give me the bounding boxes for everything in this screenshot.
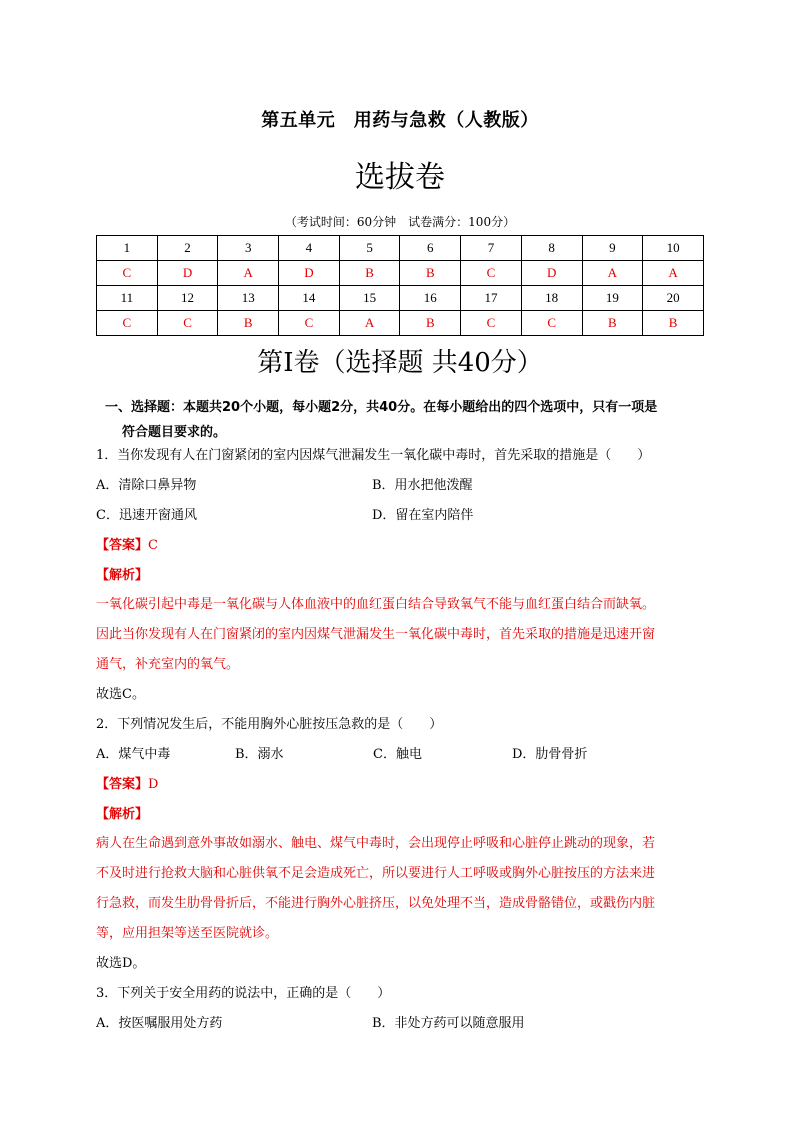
answer-table [96,235,704,336]
analysis-line: 不及时进行抢救大脑和心脏供氧不足会造成死亡，所以要进行人工呼吸或胸外心脏按压的方法来进 [96,866,656,881]
q1-conclusion: 故选C。 [96,687,145,702]
analysis-line: 因此当你发现有人在门窗紧闭的室内因煤气泄漏发生一氧化碳中毒时，首先采取的措施是迅速开窗 [96,627,656,642]
question-number-cell: 19 [582,286,643,311]
q2-option-c: C．触电 [373,747,422,762]
question-number-cell: 15 [339,286,400,311]
question-number-cell: 12 [157,286,218,311]
q1-analysis [96,590,706,680]
q1-option-a: A．清除口鼻异物 [96,478,197,493]
question-number-cell: 5 [339,236,400,261]
answer-cell: C [157,311,218,336]
answer-cell: C [521,311,582,336]
answer-table-answer-row [97,311,704,336]
answer-cell: A [582,261,643,286]
q2-analysis [96,829,706,949]
answer-value: C [148,538,158,553]
answer-cell: C [461,311,522,336]
answer-label: 【答案】 [96,777,149,792]
answer-table-number-row [97,236,704,261]
answer-label: 【答案】 [96,538,149,553]
q2-option-b: B．溺水 [235,747,284,762]
analysis-line: 病人在生命遇到意外事故如溺水、触电、煤气中毒时，会出现停止呼吸和心脏停止跳动的现象，若 [96,836,656,851]
answer-cell: D [279,261,340,286]
answer-cell: A [643,261,704,286]
section-heading-line: 符合题目要求的。 [122,425,227,440]
q2-answer [96,775,716,795]
question-number-cell: 13 [218,286,279,311]
section-heading [105,395,705,445]
question-number-cell: 6 [400,236,461,261]
answer-cell: D [157,261,218,286]
answer-cell: B [339,261,400,286]
question-number-cell: 7 [461,236,522,261]
answer-cell: C [97,261,158,286]
answer-cell: B [400,311,461,336]
question-number-cell: 18 [521,286,582,311]
section-heading-line: 一、选择题：本题共20个小题，每小题2分，共40分。在每小题给出的四个选项中，只有一项是 [105,400,658,415]
question-2-stem: 2．下列情况发生后，不能用胸外心脏按压急救的是（ ） [96,717,443,732]
q3-option-a: A．按医嘱服用处方药 [96,1016,223,1031]
answer-cell: C [97,311,158,336]
answer-cell: A [339,311,400,336]
question-number-cell: 8 [521,236,582,261]
question-number-cell: 3 [218,236,279,261]
question-number-cell: 4 [279,236,340,261]
analysis-line: 通气，补充室内的氧气。 [96,657,240,672]
q1-analysis-label: 【解析】 [96,568,149,583]
q2-option-a: A．煤气中毒 [96,747,171,762]
answer-cell: D [521,261,582,286]
question-number-cell: 14 [279,286,340,311]
q1-option-d: D．留在室内陪伴 [372,508,474,523]
answer-cell: B [582,311,643,336]
answer-table-answer-row [97,261,704,286]
answer-cell: B [218,311,279,336]
q1-option-b: B．用水把他泼醒 [372,478,473,493]
q1-answer [96,536,716,556]
document-title: 第五单元 用药与急救（人教版） [261,110,539,131]
answer-cell: A [218,261,279,286]
analysis-line: 等，应用担架等送至医院就诊。 [96,926,279,941]
question-number-cell: 20 [643,286,704,311]
question-number-cell: 10 [643,236,704,261]
answer-cell: C [461,261,522,286]
q2-conclusion: 故选D。 [96,956,146,971]
answer-value: D [148,777,159,792]
analysis-line: 一氧化碳引起中毒是一氧化碳与人体血液中的血红蛋白结合导致氧气不能与血红蛋白结合而缺氧。 [96,597,656,612]
q1-option-c: C．迅速开窗通风 [96,508,197,523]
q3-option-b: B．非处方药可以随意服用 [372,1016,525,1031]
answer-cell: B [643,311,704,336]
analysis-line: 行急救，而发生肋骨骨折后，不能进行胸外心脏挤压，以免处理不当，造成骨骼错位，或戳伤内脏 [96,896,656,911]
question-number-cell: 17 [461,286,522,311]
part-title: 第Ⅰ卷（选择题 共40分） [257,348,543,378]
document-subtitle: 选拔卷 [355,160,445,195]
question-number-cell: 9 [582,236,643,261]
question-3-stem: 3．下列关于安全用药的说法中，正确的是（ ） [96,986,391,1001]
answer-cell: B [400,261,461,286]
q2-analysis-label: 【解析】 [96,807,149,822]
answer-table-number-row [97,286,704,311]
question-number-cell: 1 [97,236,158,261]
question-number-cell: 11 [97,286,158,311]
question-number-cell: 16 [400,286,461,311]
question-1-stem: 1．当你发现有人在门窗紧闭的室内因煤气泄漏发生一氧化碳中毒时，首先采取的措施是（ ） [96,448,651,463]
exam-info: （考试时间：60分钟 试卷满分：100分） [284,215,516,229]
question-number-cell: 2 [157,236,218,261]
q2-option-d: D．肋骨骨折 [512,747,588,762]
answer-cell: C [279,311,340,336]
